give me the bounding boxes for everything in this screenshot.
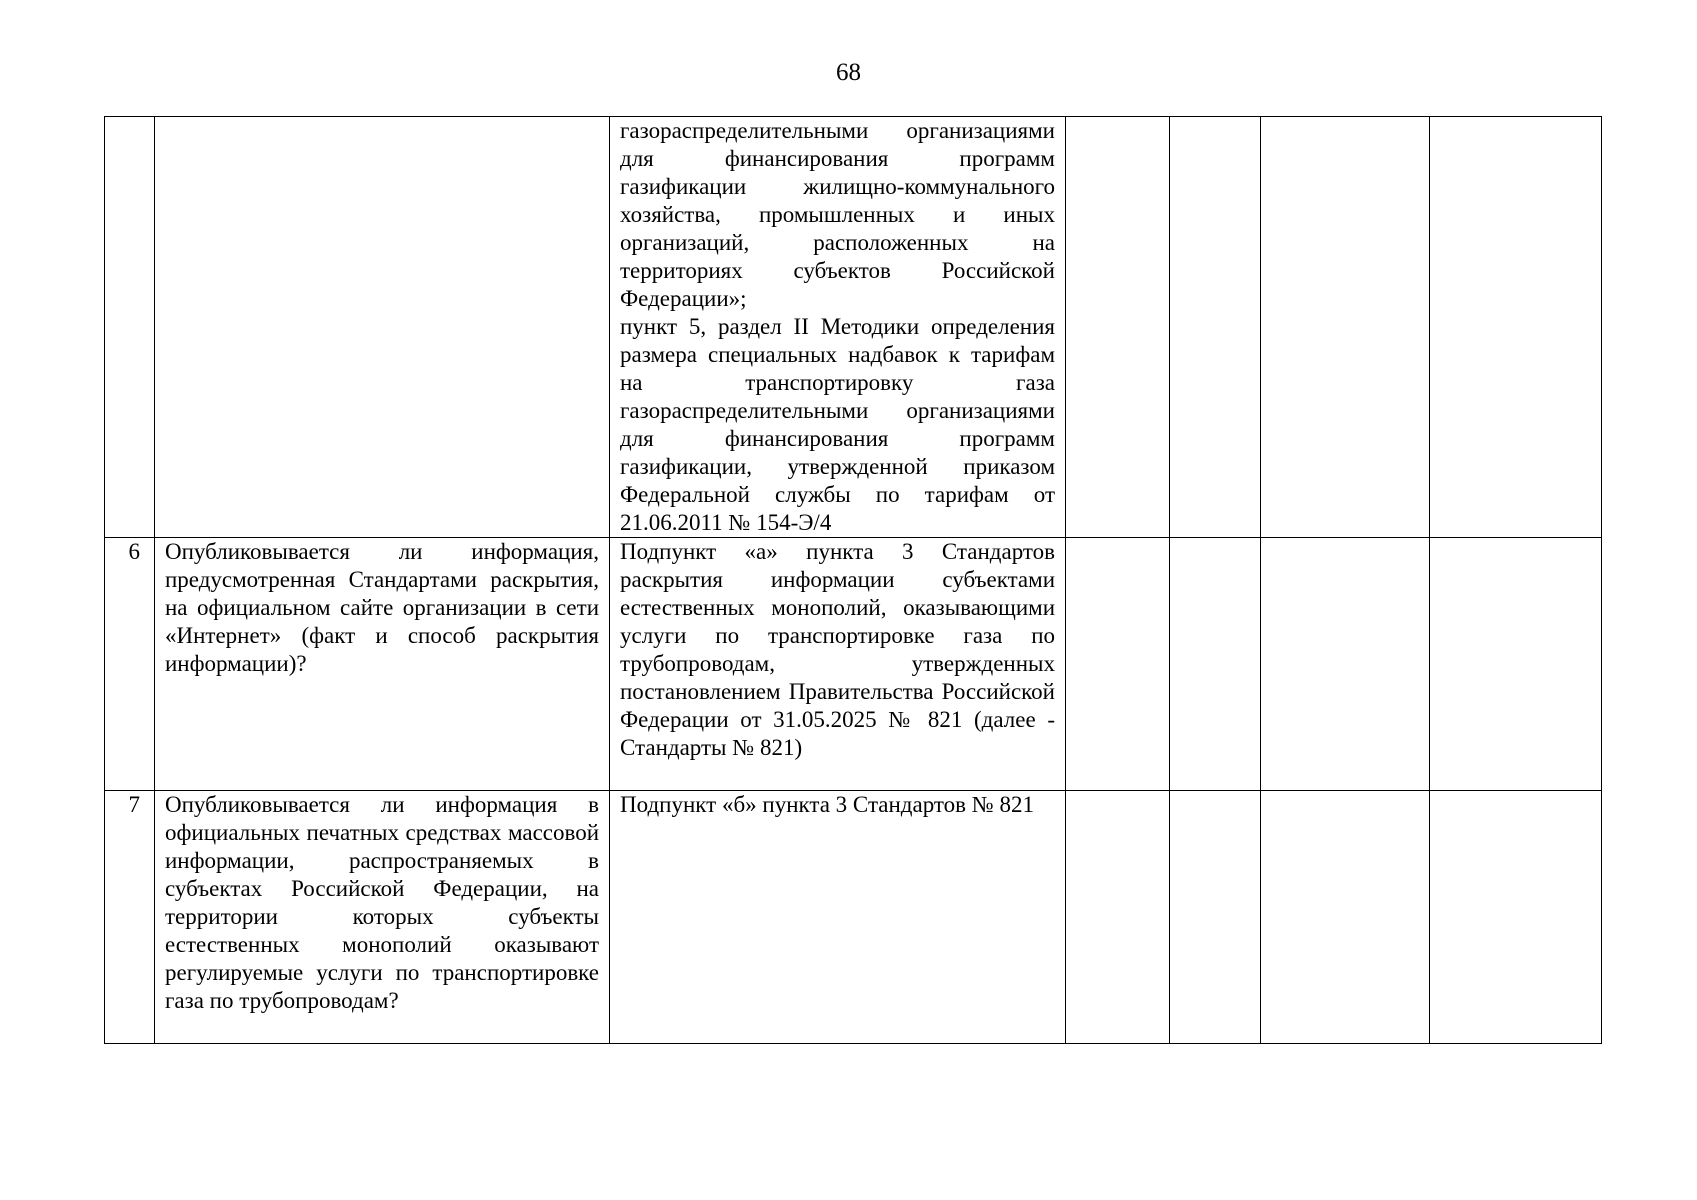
reference-cell [610, 538, 1066, 791]
note-cell [1430, 791, 1602, 1044]
answer-yes-cell [1066, 538, 1170, 791]
question-cell: Опубликовывается ли информация, предусмотренная Стандартами раскрытия, на официальном сайте организации в сети «Интернет» (факт и способ раскрытия информации)? [155, 538, 610, 791]
table-row [105, 538, 1602, 791]
row-number: 6 [105, 538, 155, 791]
row-number [105, 117, 155, 538]
not-applicable-cell [1261, 538, 1430, 791]
reference-text: Подпункт «а» пункта 3 Стандартов раскрытия информации субъектами естественных монополий, оказывающими услуги по транспортировке газа по трубопроводам, утвержденных постановлением Правительства Российской Федерации от 31.05.2025 № 821 (далее - Стандарты № 821) [620, 539, 1055, 760]
page-number: 68 [836, 59, 861, 86]
not-applicable-cell [1261, 117, 1430, 538]
reference-cell [610, 117, 1066, 538]
question-cell [155, 117, 610, 538]
reference-text: Подпункт «б» пункта 3 Стандартов № 821 [620, 792, 1034, 817]
table-row [105, 791, 1602, 1044]
row-number: 7 [105, 791, 155, 1044]
note-cell [1430, 538, 1602, 791]
reference-text: пункт 5, раздел II Методики определения размера специальных надбавок к тарифам на транспортировку газа газораспределительными организациями для финансирования программ газификации, утвержденной приказом Федеральной службы по тарифам от 21.06.2011 № 154-Э/4 [620, 314, 1055, 535]
table-row [105, 117, 1602, 538]
answer-no-cell [1170, 791, 1261, 1044]
reference-cell [610, 791, 1066, 1044]
reference-text: газораспределительными организациями для финансирования программ газификации жилищно-коммунального хозяйства, промышленных и иных организаций, расположенных на территориях субъектов Российской Федерации»; [620, 118, 1055, 311]
note-cell [1430, 117, 1602, 538]
checklist-table [104, 116, 1602, 1044]
answer-yes-cell [1066, 791, 1170, 1044]
answer-no-cell [1170, 538, 1261, 791]
question-cell: Опубликовывается ли информация в официальных печатных средствах массовой информации, распространяемых в субъектах Российской Федерации, на территории которых субъекты естественных монополий оказывают регулируемые услуги по транспортировке газа по трубопроводам? [155, 791, 610, 1044]
answer-no-cell [1170, 117, 1261, 538]
not-applicable-cell [1261, 791, 1430, 1044]
answer-yes-cell [1066, 117, 1170, 538]
